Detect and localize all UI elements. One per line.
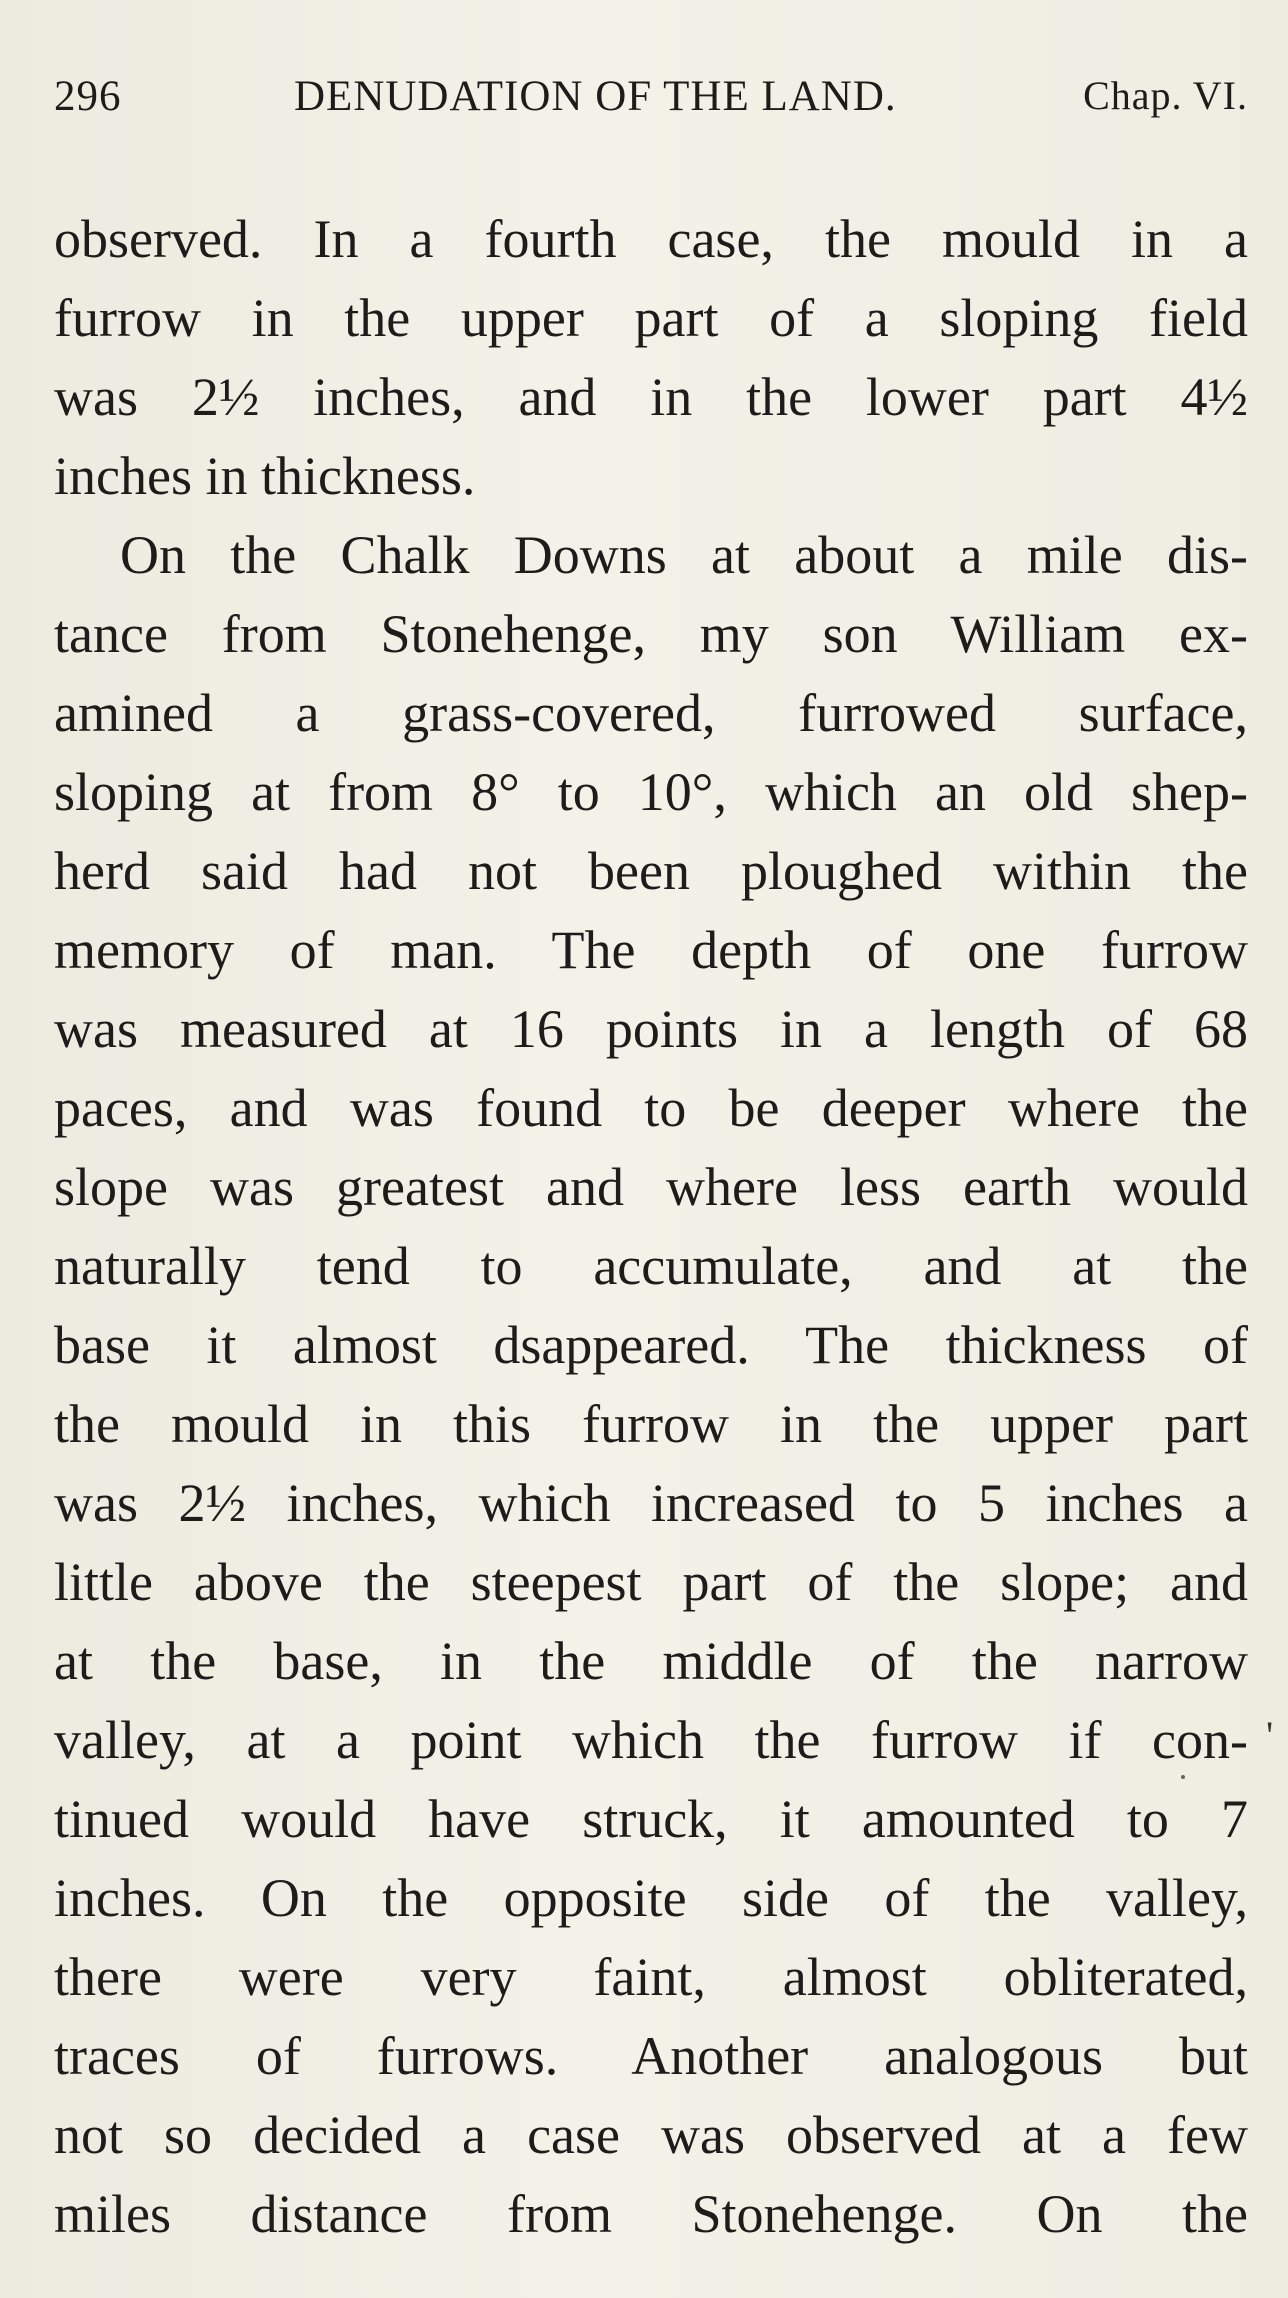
text-line: there were very faint, almost obliterated, — [54, 1947, 1248, 2007]
margin-mark: ' — [1266, 1713, 1274, 1758]
text-line: was 2½ inches, which increased to 5 inches a — [54, 1473, 1248, 1533]
text-line: paces, and was found to be deeper where the — [54, 1078, 1248, 1138]
text-line: memory of man. The depth of one furrow — [54, 920, 1248, 980]
text-line: furrow in the upper part of a sloping field — [54, 288, 1248, 348]
text-line: amined a grass-covered, furrowed surface, — [54, 683, 1248, 743]
running-header — [54, 72, 1248, 142]
text-line: On the Chalk Downs at about a mile dis- — [120, 525, 1248, 585]
text-line: inches in thickness. — [54, 446, 476, 506]
text-line: observed. In a fourth case, the mould in a — [54, 209, 1248, 269]
body-text — [54, 200, 1248, 2254]
text-line: naturally tend to accumulate, and at the — [54, 1236, 1248, 1296]
text-line: tance from Stonehenge, my son William ex- — [54, 604, 1248, 664]
text-line: at the base, in the middle of the narrow — [54, 1631, 1248, 1691]
page-number: 296 — [54, 73, 122, 120]
text-line: the mould in this furrow in the upper part — [54, 1394, 1248, 1454]
chapter-label: Chap. VI. — [1083, 73, 1248, 118]
text-line: slope was greatest and where less earth would — [54, 1157, 1248, 1217]
text-line: base it almost dsappeared. The thickness of — [54, 1315, 1248, 1375]
text-line: little above the steepest part of the slope; and — [54, 1552, 1248, 1612]
text-line: miles distance from Stonehenge. On the — [54, 2184, 1248, 2244]
text-line: herd said had not been ploughed within the — [54, 841, 1248, 901]
text-line: not so decided a case was observed at a few — [54, 2105, 1248, 2165]
text-line: was 2½ inches, and in the lower part 4½ — [54, 367, 1248, 427]
text-line: inches. On the opposite side of the valley, — [54, 1868, 1248, 1928]
text-line: traces of furrows. Another analogous but — [54, 2026, 1248, 2086]
text-line: was measured at 16 points in a length of 68 — [54, 999, 1248, 1059]
text-line: tinued would have struck, it amounted to 7 — [54, 1789, 1248, 1849]
margin-dot — [1181, 1775, 1185, 1779]
text-line: sloping at from 8° to 10°, which an old shep- — [54, 762, 1248, 822]
text-line: valley, at a point which the furrow if con- — [54, 1710, 1248, 1770]
running-title: DENUDATION OF THE LAND. — [294, 73, 897, 120]
